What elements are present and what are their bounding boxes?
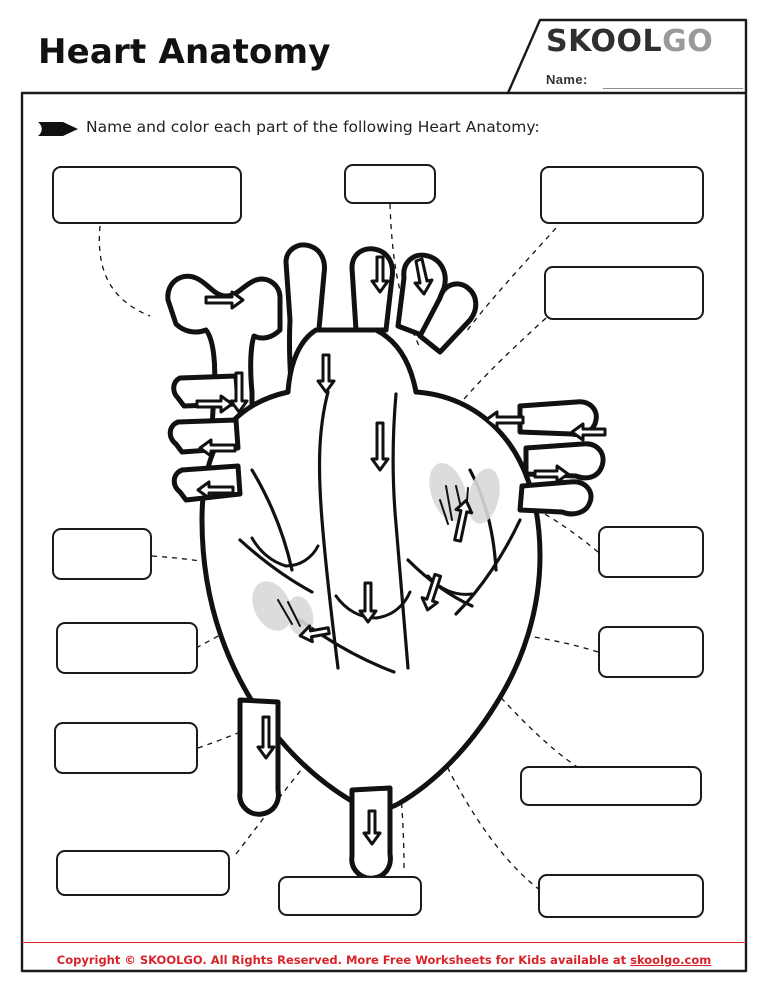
answer-box-right-lower[interactable] bbox=[520, 766, 702, 806]
page-title: Heart Anatomy bbox=[38, 32, 331, 72]
footer-copyright: Copyright © SKOOLGO. All Rights Reserved. More Free Worksheets for Kids available at bbox=[56, 953, 631, 967]
answer-box-top-left[interactable] bbox=[52, 166, 242, 224]
answer-box-left-mid-upper[interactable] bbox=[52, 528, 152, 580]
answer-box-right-mid-upper[interactable] bbox=[598, 526, 704, 578]
footer-divider bbox=[22, 942, 746, 944]
footer-text bbox=[0, 953, 768, 967]
footer-link[interactable]: skoolgo.com bbox=[630, 953, 712, 967]
answer-box-top-right[interactable] bbox=[540, 166, 704, 224]
answer-box-left-mid-lower[interactable] bbox=[54, 722, 198, 774]
answer-box-bottom-left[interactable] bbox=[56, 850, 230, 896]
answer-box-right-mid-lower[interactable] bbox=[598, 626, 704, 678]
logo-text-skool: SKOOL bbox=[546, 24, 663, 59]
instruction-text: Name and color each part of the following Heart Anatomy: bbox=[86, 118, 540, 136]
answer-box-top-middle[interactable] bbox=[344, 164, 436, 204]
answer-box-bottom-middle[interactable] bbox=[278, 876, 422, 916]
answer-box-right-upper[interactable] bbox=[544, 266, 704, 320]
answer-box-left-mid[interactable] bbox=[56, 622, 198, 674]
answer-box-bottom-right[interactable] bbox=[538, 874, 704, 918]
name-label: Name: bbox=[546, 72, 588, 87]
logo-text-go: GO bbox=[662, 24, 714, 59]
